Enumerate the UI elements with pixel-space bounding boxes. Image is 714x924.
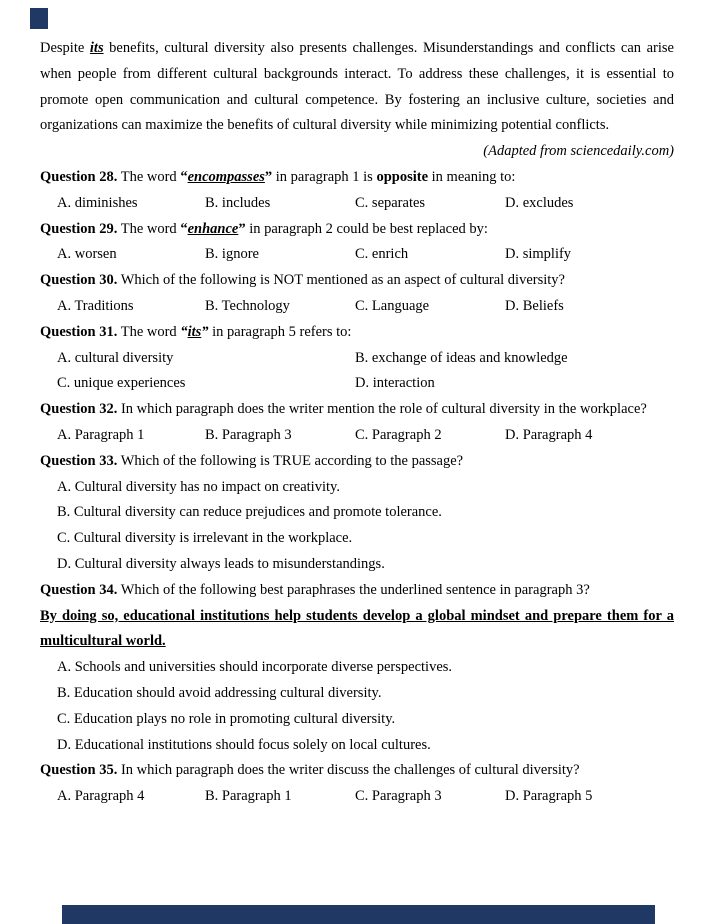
question-number: Question 31. [40,323,118,340]
answer-option: D. Paragraph 5 [505,788,593,805]
question-number: Question 28. [40,168,118,185]
question-text [40,449,674,475]
question-number: Question 34. [40,581,118,598]
question-number: Question 29. [40,220,118,237]
text-segment: In which paragraph does the writer mention the role of cultural diversity in the workplace? [117,401,647,418]
options [40,242,674,268]
answer-option: D. simplify [505,246,572,263]
question-block-35 [40,758,674,810]
answer-option: C. unique experiences [57,375,186,392]
options [40,475,674,578]
text-segment: “ [180,323,188,340]
text-segment: Which of the following best paraphrases the underlined sentence in paragraph 3? [117,581,590,598]
answer-option: B. includes [205,194,271,211]
answer-option: B. Technology [205,297,290,314]
questions-list [40,165,674,810]
text-segment: ” [264,168,273,185]
options [40,784,674,810]
answer-option: B. Cultural diversity can reduce prejudices and promote tolerance. [57,504,442,521]
text-segment: its [187,323,202,340]
answer-option: D. Educational institutions should focus solely on local cultures. [57,736,431,753]
passage-paragraph [40,36,674,139]
answer-option: C. enrich [355,246,409,263]
underlined-sentence: By doing so, educational institutions help students develop a global mindset and prepare them for a multicultural world. [40,607,674,650]
text-segment: in paragraph 2 could be best replaced by: [245,220,488,237]
answer-option: C. Language [355,297,430,314]
answer-option: A. Schools and universities should incorporate diverse perspectives. [57,659,453,676]
text-segment: encompasses [187,168,265,185]
question-text [40,320,674,346]
answer-option: B. ignore [205,246,259,263]
question-block-29 [40,217,674,269]
text-segment: “ [180,168,188,185]
answer-option: C. Cultural diversity is irrelevant in the workplace. [57,530,353,547]
options [40,655,674,758]
text-segment: enhance [187,220,239,237]
source-attribution [40,139,674,165]
answer-option: C. Paragraph 3 [355,788,442,805]
text-segment: The word [117,323,181,340]
text-segment: in paragraph 1 is [272,168,377,185]
answer-option: A. diminishes [57,194,138,211]
page-corner-mark [30,8,48,29]
text-segment: opposite [376,168,429,185]
text-segment: Which of the following is TRUE according to the passage? [117,452,464,469]
answer-option: A. Paragraph 1 [57,426,145,443]
question-block-28 [40,165,674,217]
text-segment: In which paragraph does the writer discuss the challenges of cultural diversity? [117,762,580,779]
answer-option: A. worsen [57,246,117,263]
answer-option: D. interaction [355,375,435,392]
answer-option: A. cultural diversity [57,349,174,366]
options [40,346,674,398]
question-block-33 [40,449,674,578]
text-segment: ” [201,323,209,340]
question-text [40,397,674,423]
question-block-31 [40,320,674,397]
answer-option: B. Paragraph 3 [205,426,292,443]
text-segment: Despite [40,40,90,56]
answer-option: A. Cultural diversity has no impact on creativity. [57,478,340,495]
answer-option: A. Paragraph 4 [57,788,145,805]
source-text: (Adapted from sciencedaily.com) [483,143,674,160]
page-footer-bar [62,905,655,924]
question-block-34 [40,578,674,759]
question-text [40,217,674,243]
page-content [40,36,674,810]
answer-option: C. Paragraph 2 [355,426,442,443]
question-block-30 [40,268,674,320]
question-text [40,758,674,784]
question-text [40,578,674,604]
question-block-32 [40,397,674,449]
answer-option: C. Education plays no role in promoting cultural diversity. [57,710,396,727]
answer-option: C. separates [355,194,426,211]
text-segment: its [89,40,104,56]
text-segment: The word [117,220,181,237]
answer-option: B. Education should avoid addressing cultural diversity. [57,684,382,701]
answer-option: D. excludes [505,194,574,211]
options [40,294,674,320]
question-number: Question 30. [40,272,118,289]
options [40,191,674,217]
text-segment: ” [238,220,246,237]
answer-option: B. Paragraph 1 [205,788,292,805]
answer-option: D. Cultural diversity always leads to misunderstandings. [57,555,385,572]
text-segment: Which of the following is NOT mentioned as an aspect of cultural diversity? [117,272,565,289]
text-segment: The word [117,168,181,185]
answer-option: B. exchange of ideas and knowledge [355,349,568,366]
question-text [40,268,674,294]
text-segment: benefits, cultural diversity also presents challenges. Misunderstandings and conflicts can arise when people from different cultural backgrounds interact. To address these challenges, it is essential to promote open communication and cultural competence. By fostering an inclusive culture, societies and organizations can maximize the benefits of cultural diversity while minimizing potential conflicts. [40,40,674,134]
question-text [40,165,674,191]
answer-option: D. Beliefs [505,297,564,314]
text-segment: in meaning to: [428,168,516,185]
question-number: Question 33. [40,452,118,469]
text-segment: “ [180,220,188,237]
answer-option: D. Paragraph 4 [505,426,593,443]
options [40,423,674,449]
question-number: Question 32. [40,401,118,418]
text-segment: in paragraph 5 refers to: [208,323,352,340]
question-number: Question 35. [40,762,118,779]
answer-option: A. Traditions [57,297,134,314]
